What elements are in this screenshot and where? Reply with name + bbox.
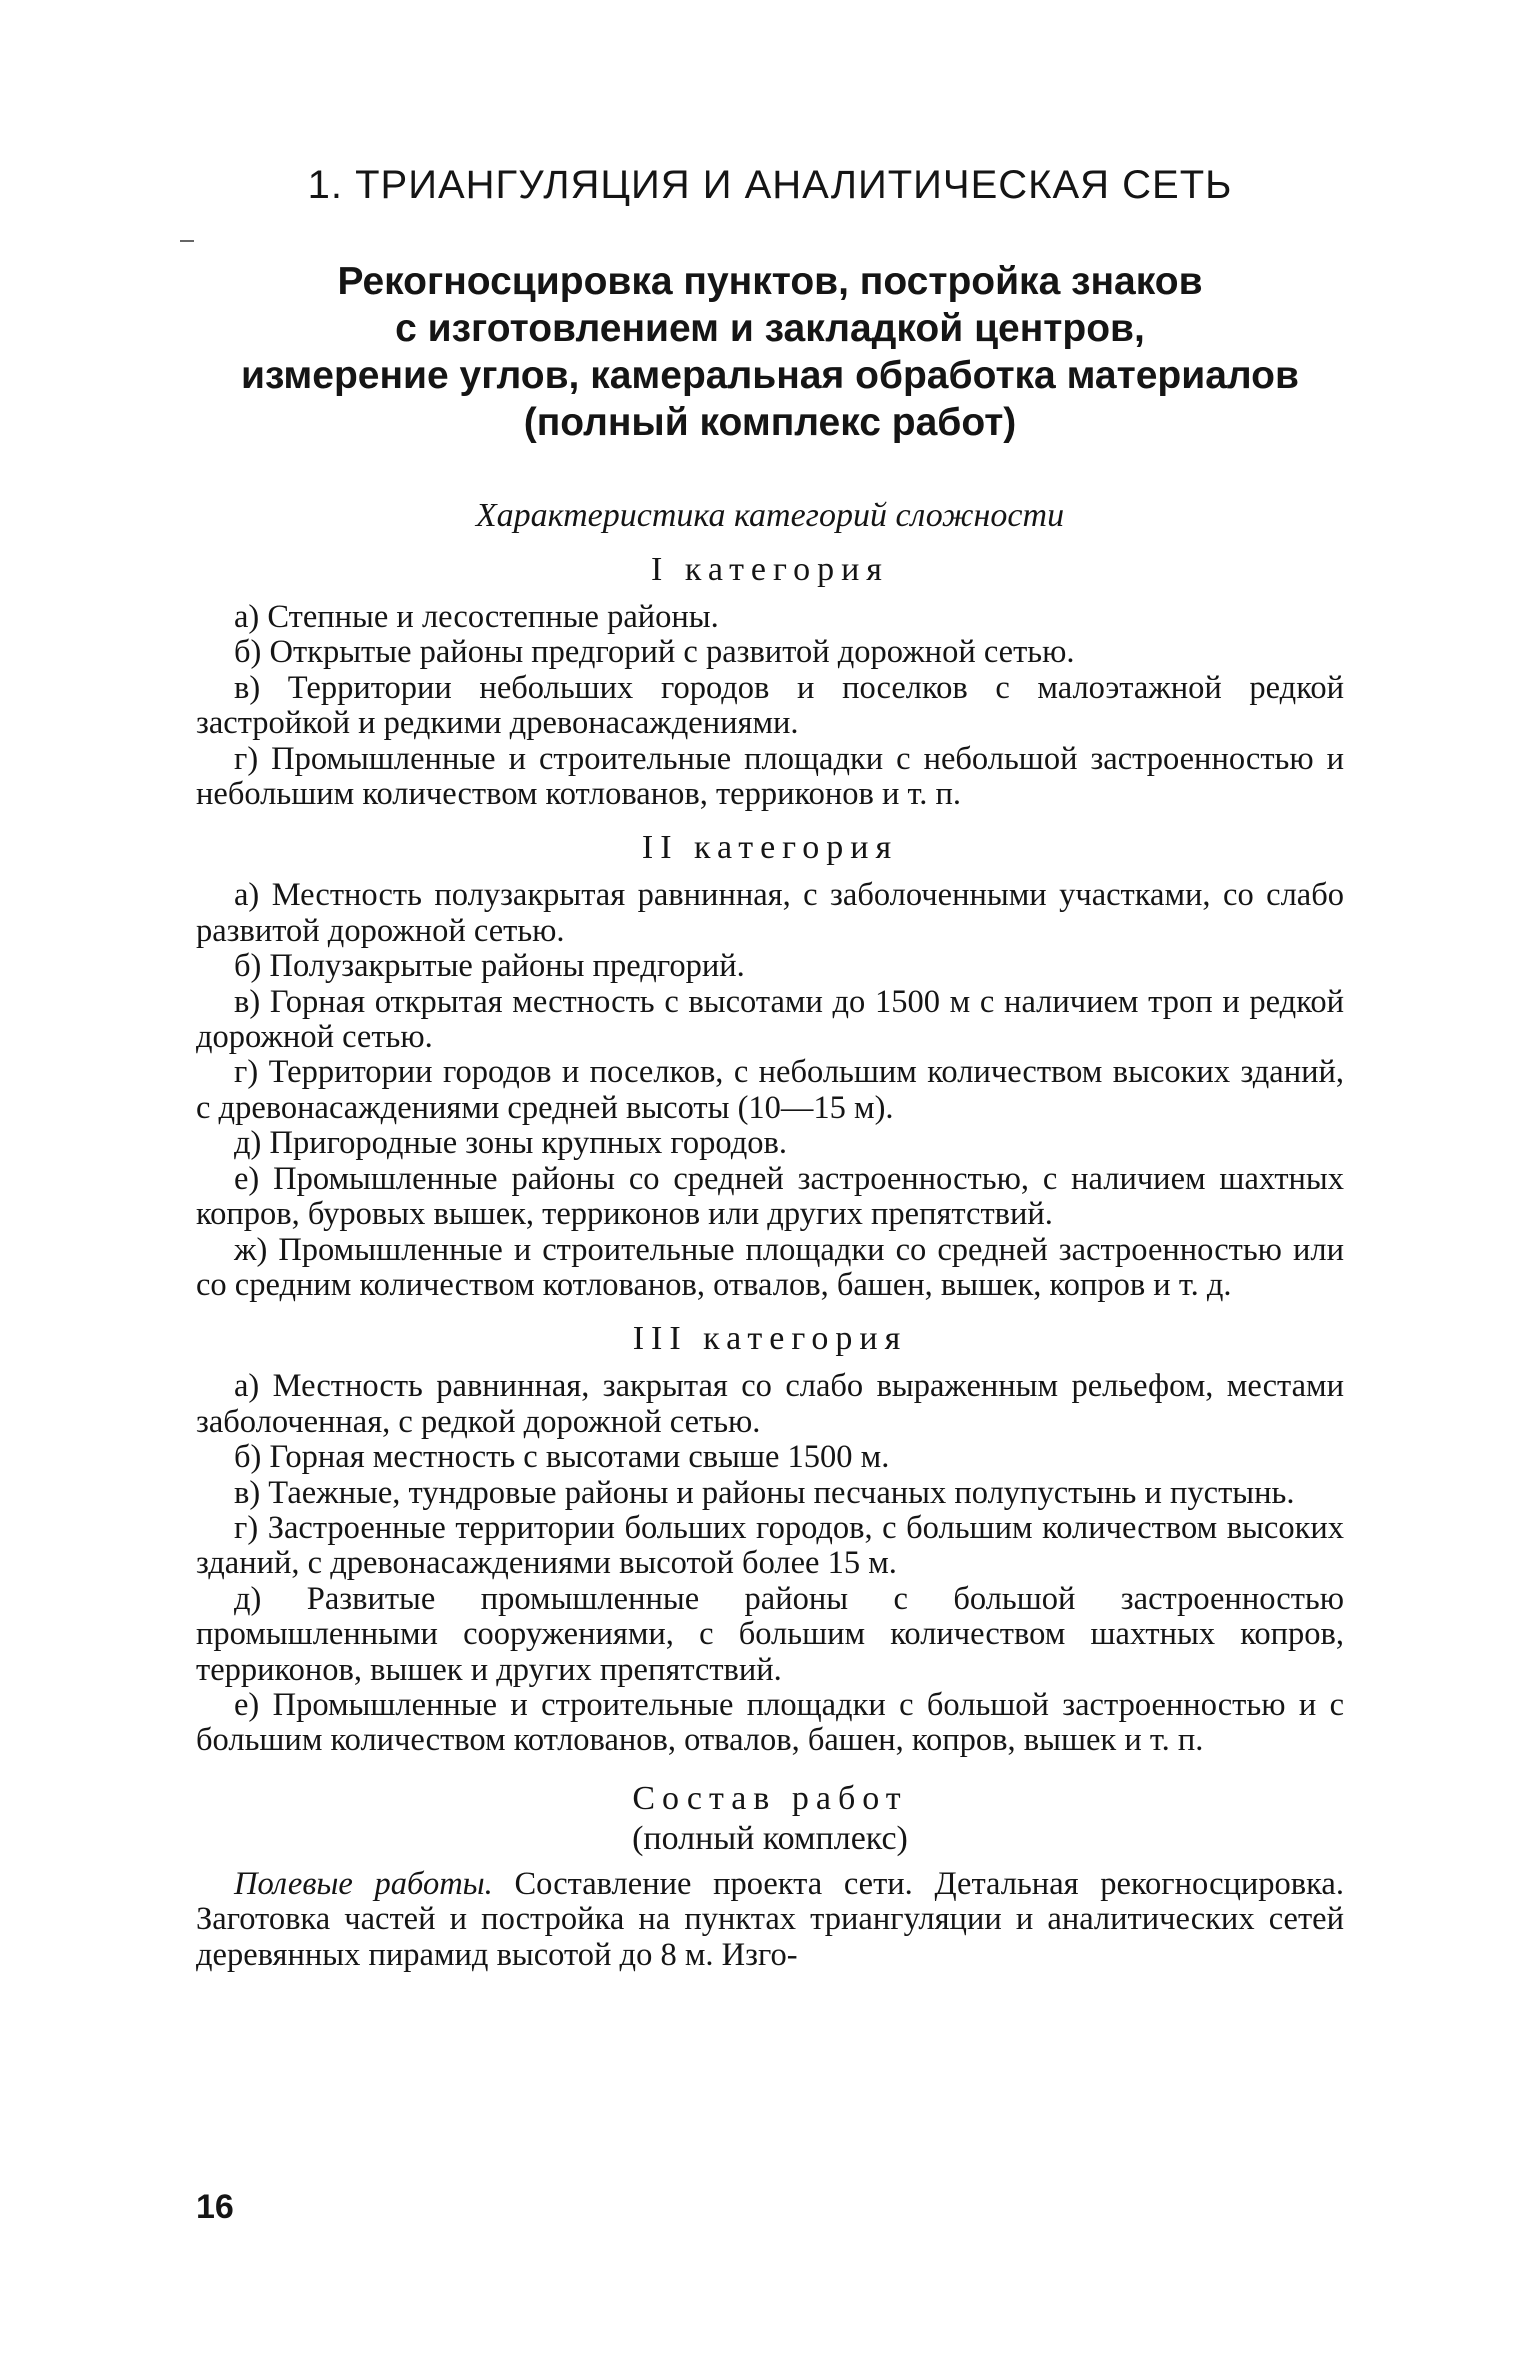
category-item: б) Открытые районы предгорий с развитой дорожной сетью. bbox=[234, 634, 1075, 671]
category-title: III категория bbox=[632, 1320, 908, 1358]
category-item: ж) Промышленные и строительные площадки со средней застроенностью или со средним количеством котлованов, отвалов, башен, вышек, копров и т. д. bbox=[196, 1231, 1344, 1303]
category-item: е) Промышленные и строительные площадки с большой застроенностью и с большим количеством котлованов, отвалов, башен, копров, вышек и т. п. bbox=[196, 1686, 1344, 1759]
characteristic-title: Характеристика категорий сложности bbox=[475, 497, 1065, 534]
main-heading-line: измерение углов, камеральная обработка материалов bbox=[241, 354, 1299, 397]
category-item: г) Застроенные территории больших городов, с большим количеством высоких зданий, с древонасаждениями высотой более 15 м. bbox=[196, 1509, 1344, 1582]
category-block-2 bbox=[196, 826, 1344, 1303]
page-number: 16 bbox=[196, 2188, 234, 2226]
main-heading-line: Рекогносцировка пунктов, постройка знаков bbox=[337, 260, 1203, 303]
category-item: а) Местность равнинная, закрытая со слабо выраженным рельефом, местами заболоченная, с редкой дорожной сетью. bbox=[196, 1368, 1344, 1440]
scan-artifact bbox=[180, 240, 194, 242]
category-item: д) Пригородные зоны крупных городов. bbox=[234, 1125, 787, 1162]
category-item: г) Промышленные и строительные площадки с небольшой застроенностью и небольшим количеством котлованов, терриконов и т. п. bbox=[196, 740, 1344, 813]
category-item: а) Степные и лесостепные районы. bbox=[234, 599, 719, 635]
category-title: II категория bbox=[641, 829, 899, 867]
section-title: 1. ТРИАНГУЛЯЦИЯ И АНАЛИТИЧЕСКАЯ СЕТЬ bbox=[307, 163, 1233, 207]
field-works-text: Составление проекта сети. Детальная рекогносцировка. Заготовка частей и постройка на пунктах триангуляции и аналитических сетей деревянных пирамид высотой до 8 м. Изго- bbox=[196, 1865, 1344, 1973]
category-item: б) Полузакрытые районы предгорий. bbox=[234, 948, 745, 985]
works-title: Состав работ bbox=[632, 1779, 908, 1817]
category-item: в) Таежные, тундровые районы и районы песчаных полупустынь и пустынь. bbox=[234, 1474, 1295, 1511]
category-title: I категория bbox=[651, 551, 889, 588]
main-heading-line: (полный комплекс работ) bbox=[523, 401, 1017, 444]
main-heading-line: с изготовлением и закладкой центров, bbox=[395, 307, 1145, 350]
main-heading bbox=[196, 258, 1344, 446]
category-item: г) Территории городов и поселков, с небольшим количеством высоких зданий, с древонасаждениями средней высоты (10—15 м). bbox=[196, 1054, 1344, 1126]
works-heading bbox=[196, 1779, 1344, 1859]
field-works-paragraph bbox=[196, 1867, 1344, 1973]
category-item: а) Местность полузакрытая равнинная, с заболоченными участками, со слабо развитой дорожной сетью. bbox=[196, 877, 1344, 949]
category-item: в) Горная открытая местность с высотами до 1500 м с наличием троп и редкой дорожной сетью. bbox=[196, 983, 1344, 1056]
category-item: в) Территории небольших городов и поселков с малоэтажной редкой застройкой и редкими древонасаждениями. bbox=[196, 669, 1344, 742]
category-item: б) Горная местность с высотами свыше 1500 м. bbox=[234, 1439, 890, 1476]
works-subtitle: (полный комплекс) bbox=[632, 1819, 908, 1857]
category-item: е) Промышленные районы со средней застроенностью, с наличием шахтных копров, буровых вышек, терриконов или других препятствий. bbox=[196, 1160, 1344, 1233]
category-block-1 bbox=[196, 548, 1344, 812]
field-works-label: Полевые работы. bbox=[234, 1865, 493, 1902]
category-block-3 bbox=[196, 1317, 1344, 1758]
category-item: д) Развитые промышленные районы с большой застроенностью промышленными сооружениями, с большим количеством шахтных копров, терриконов, вышек и других препятствий. bbox=[196, 1580, 1344, 1688]
text-column bbox=[196, 160, 1344, 1973]
